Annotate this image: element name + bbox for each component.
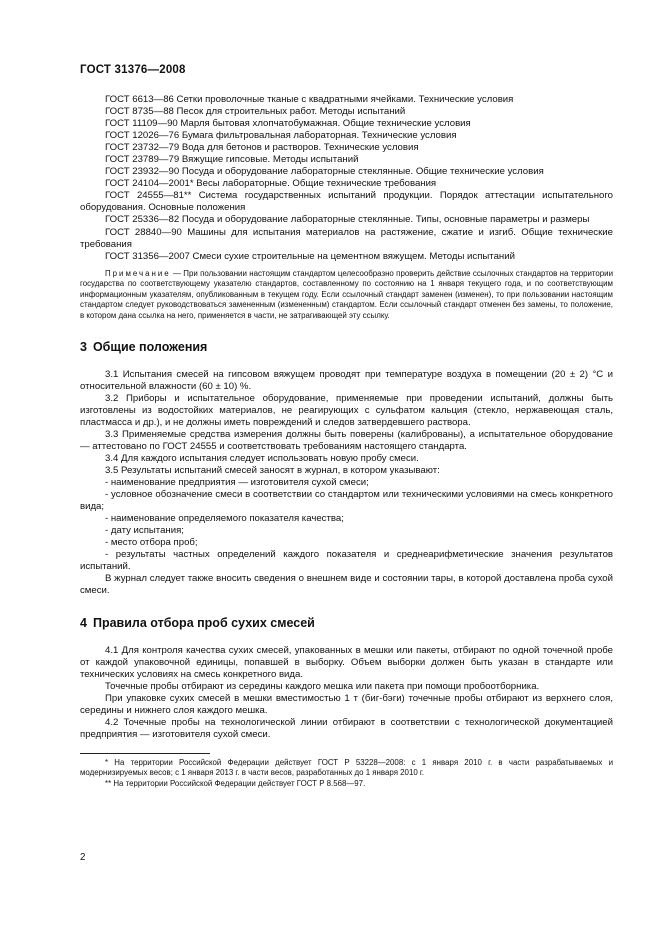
list-item: - условное обозначение смеси в соответствии со стандартом или техническими условиями на смесь конкретного вида; [80,489,613,513]
list-item: - наименование определяемого показателя качества; [105,513,344,525]
section-number: 4 [80,615,87,630]
list-item: - наименование предприятия — изготовителя сухой смеси; [105,477,369,489]
list-item: - место отбора проб; [105,537,198,549]
note-text: — При пользовании настоящим стандартом целесообразно проверить действие ссылочных стандартов на территории государства по соответствующему указателю стандартов, составленному по состоянию на 1 января текущего года, и по соответствующим информационным указателям, опубликованным в текущем году. Если ссылочный стандарт заменен (изменен), то при пользовании настоящим стандартом следует руководствоваться замененным (измененным) стандартом. Если ссылочный стандарт отменен без замены, то положение, в котором дана ссылка на него, применяется в части, не затрагивающей эту ссылку. [80,268,613,321]
reference-item: ГОСТ 8735—88 Песок для строительных работ. Методы испытаний [105,106,406,118]
paragraph: 3.3 Применяемые средства измерения должны быть поверены (калиброваны), а испытательное оборудование — аттестовано по ГОСТ 24555 и соответствовать требованиям настоящего стандарта. [80,428,613,452]
list-item: - дату испытания; [105,525,184,537]
paragraph: 4.2 Точечные пробы на технологической линии отбирают в соответствии с технологической документацией предприятия — изготовителя сухой смеси. [80,716,613,740]
footnote: ** На территории Российской Федерации действует ГОСТ Р 8.568—97. [105,779,366,789]
footnote: * На территории Российской Федерации действует ГОСТ Р 53228—2008: с 1 января 2010 г. в части разрабатываемых и модернизируемых весов; с 1 января 2013 г. в части весов, разработанных до 1 января 2010 г. [80,757,613,778]
paragraph: В журнал следует также вносить сведения о внешнем виде и состоянии тары, в которой доставлена проба сухой смеси. [80,573,613,597]
reference-item: ГОСТ 23932—90 Посуда и оборудование лабораторные стеклянные. Общие технические условия [105,166,544,178]
standard-designation: ГОСТ 31376—2008 [80,64,186,76]
reference-item: ГОСТ 6613—86 Сетки проволочные тканые с квадратными ячейками. Технические условия [105,94,514,105]
note-label: Примечание [105,268,171,278]
reference-item: ГОСТ 31356—2007 Смеси сухие строительные на цементном вяжущем. Методы испытаний [105,250,515,262]
reference-item: ГОСТ 28840—90 Машины для испытания материалов на растяжение, сжатие и изгиб. Общие технические требования [80,226,613,250]
note-paragraph [80,269,613,322]
list-item: - результаты частных определений каждого показателя и среднеарифметические значения результатов испытаний. [80,549,613,573]
reference-item: ГОСТ 12026—76 Бумага фильтровальная лабораторная. Технические условия [105,130,457,142]
section-3-body [80,369,613,598]
normative-references-list [80,94,613,263]
section-title: Правила отбора проб сухих смесей [92,615,315,630]
page-body [80,94,613,790]
paragraph: 4.1 Для контроля качества сухих смесей, упакованных в мешки или пакеты, отбирают по одной точечной пробе от каждой упаковочной единицы, попавшей в выборку. Объем выборки должен быть указан в стандарте или технических условиях на смесь конкретного вида. [80,644,613,680]
reference-item: ГОСТ 24555—81** Система государственных испытаний продукции. Порядок аттестации испытательного оборудования. Основные положения [80,190,613,214]
reference-item: ГОСТ 24104—2001* Весы лабораторные. Общие технические требования [105,178,437,190]
paragraph: 3.4 Для каждого испытания следует использовать новую пробу смеси. [105,452,419,464]
section-3-heading [80,340,613,355]
paragraph: 3.1 Испытания смесей на гипсовом вяжущем проводят при температуре воздуха в помещении (20 ± 2) °С и относительной влажности (60 ± 10) %. [80,368,613,392]
footnote-divider [80,753,210,754]
reference-item: ГОСТ 23789—79 Вяжущие гипсовые. Методы испытаний [105,154,359,166]
paragraph: 3.2 Приборы и испытательное оборудование, применяемые при проведении испытаний, должны быть изготовлены из водостойких материалов, не реагирующих с сульфатом кальция (стекло, нержавеющая сталь, пластмасса и др.), и не должны иметь повреждений и следов затвердевшего раствора. [80,392,613,428]
paragraph: 3.5 Результаты испытаний смесей заносят в журнал, в котором указывают: [105,465,440,476]
reference-item: ГОСТ 11109—90 Марля бытовая хлопчатобумажная. Общие технические условия [105,118,471,130]
page-number: 2 [80,852,86,863]
section-4-body [80,645,613,741]
paragraph: При упаковке сухих смесей в мешки вместимостью 1 т (биг-бэги) точечные пробы отбирают из верхнего слоя, середины и нижнего слоя каждого мешка. [80,692,613,716]
section-title: Общие положения [92,339,208,354]
reference-item: ГОСТ 23732—79 Вода для бетонов и растворов. Технические условия [105,142,419,154]
paragraph: Точечные пробы отбирают из середины каждого мешка или пакета при помощи пробоотборника. [105,680,540,692]
section-4-heading [80,616,613,631]
reference-item: ГОСТ 25336—82 Посуда и оборудование лабораторные стеклянные. Типы, основные параметры и размеры [105,214,590,226]
section-number: 3 [80,339,87,354]
